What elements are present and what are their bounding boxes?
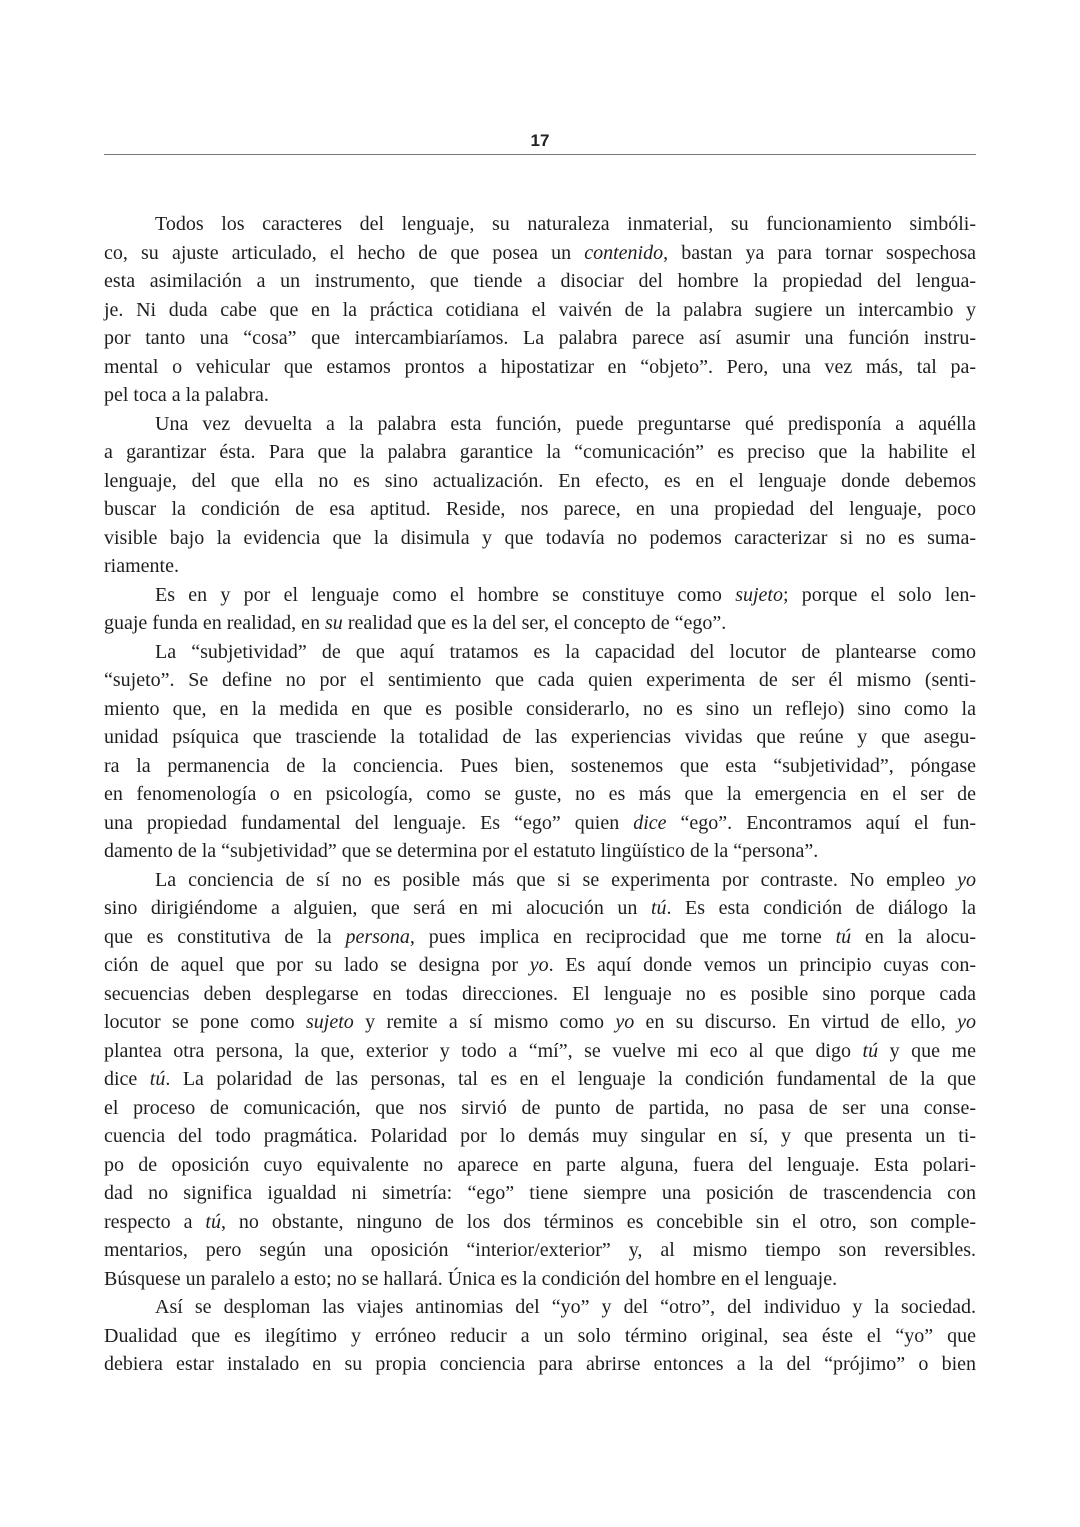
text-run: damento de la “subjetividad” que se determina por el estatuto lingüístico de la “persona”. bbox=[104, 840, 819, 862]
text-line bbox=[104, 866, 976, 895]
text-run: en fenomenología o en psicología, como se guste, no es más que la emergencia en el ser de bbox=[104, 783, 976, 805]
text-run: ; porque el solo len- bbox=[782, 583, 976, 606]
text-run: Así se desploman las viajes antinomias del “yo” y del “otro”, del individuo y la sociedad. bbox=[155, 1296, 976, 1318]
text-run: una propiedad fundamental del lenguaje. Es “ego” quien bbox=[104, 811, 634, 834]
italic-term: tú bbox=[650, 897, 667, 919]
text-run: buscar la condición de esa aptitud. Reside, nos parece, en una propiedad del lenguaje, poco bbox=[104, 498, 976, 520]
text-run: que es constitutiva de la bbox=[104, 925, 346, 948]
text-line bbox=[104, 1122, 976, 1151]
body-text bbox=[104, 210, 976, 1379]
text-run: ción de aquel que por su lado se designa por bbox=[104, 954, 530, 976]
text-line bbox=[104, 780, 976, 809]
text-run: Una vez devuelta a la palabra esta función, puede preguntarse qué predisponía a aquélla bbox=[155, 412, 976, 435]
text-line bbox=[104, 837, 976, 866]
text-line bbox=[104, 1208, 976, 1237]
paragraph bbox=[104, 866, 976, 1294]
paragraph bbox=[104, 210, 976, 410]
text-run: dice bbox=[104, 1068, 150, 1090]
text-line bbox=[104, 609, 976, 638]
text-run: unidad psíquica que trasciende la totalidad de las experiencias vividas que reúne y que asegu- bbox=[104, 726, 976, 748]
text-line bbox=[104, 353, 976, 382]
italic-term: tú bbox=[149, 1068, 166, 1090]
italic-term: tú bbox=[835, 925, 852, 948]
text-run: cuencia del todo pragmática. Polaridad por lo demás muy singular en sí, y que presenta un ti- bbox=[104, 1125, 976, 1147]
text-line bbox=[104, 410, 976, 439]
text-line bbox=[104, 1008, 976, 1037]
text-line bbox=[104, 267, 976, 296]
text-run: . Es aquí donde vemos un principio cuyas con- bbox=[548, 954, 976, 976]
text-run: y que me bbox=[878, 1039, 976, 1062]
text-line bbox=[104, 1037, 976, 1066]
text-line bbox=[104, 581, 976, 610]
text-run: lenguaje, del que ella no es sino actualización. En efecto, es en el lenguaje donde debemos bbox=[104, 469, 976, 492]
text-line bbox=[104, 524, 976, 553]
paragraph bbox=[104, 1293, 976, 1379]
paragraph bbox=[104, 581, 976, 638]
text-line bbox=[104, 695, 976, 724]
header-rule bbox=[104, 154, 976, 155]
italic-term: su bbox=[325, 612, 343, 634]
text-run: Todos los caracteres del lenguaje, su naturaleza inmaterial, su funcionamiento simbóli- bbox=[155, 213, 976, 235]
text-run: “ego”. Encontramos aquí el fun- bbox=[666, 811, 976, 834]
paragraph bbox=[104, 638, 976, 866]
text-run: el proceso de comunicación, que nos sirvió de punto de partida, no pasa de ser una conse- bbox=[104, 1096, 976, 1119]
text-run: . Es esta condición de diálogo la bbox=[666, 897, 976, 919]
text-line bbox=[104, 495, 976, 524]
text-run: visible bajo la evidencia que la disimula y que todavía no podemos caracterizar si no es suma- bbox=[104, 526, 976, 549]
text-run: , pues implica en reciprocidad que me torne bbox=[409, 925, 836, 948]
text-line bbox=[104, 1151, 976, 1180]
text-line bbox=[104, 809, 976, 838]
text-run: Búsquese un paralelo a esto; no se hallará. Única es la condición del hombre en el lenguaje. bbox=[104, 1267, 838, 1290]
text-line bbox=[104, 752, 976, 781]
text-line bbox=[104, 296, 976, 325]
text-line bbox=[104, 381, 976, 410]
text-run: a garantizar ésta. Para que la palabra garantice la “comunicación” es preciso que la habilite el bbox=[104, 441, 976, 463]
text-line bbox=[104, 1094, 976, 1123]
text-run: . La polaridad de las personas, tal es en el lenguaje la condición fundamental de la que bbox=[165, 1068, 976, 1090]
text-line bbox=[104, 467, 976, 496]
text-run: , no obstante, ninguno de los dos términos es concebible sin el otro, son comple- bbox=[220, 1210, 976, 1233]
text-line bbox=[104, 1350, 976, 1379]
paragraph bbox=[104, 410, 976, 581]
text-line bbox=[104, 894, 976, 923]
text-run: locutor se pone como bbox=[104, 1011, 306, 1033]
text-line bbox=[104, 324, 976, 353]
italic-term: yo bbox=[529, 954, 549, 976]
text-run: en la alocu- bbox=[851, 925, 976, 948]
text-line bbox=[104, 1179, 976, 1208]
text-run: mental o vehicular que estamos prontos a hipostatizar en “objeto”. Pero, una vez más, tal pa- bbox=[104, 355, 976, 378]
text-run: La “subjetividad” de que aquí tratamos es la capacidad del locutor de plantearse como bbox=[155, 640, 976, 663]
text-run: por tanto una “cosa” que intercambiaríamos. La palabra parece así asumir una función instru- bbox=[104, 327, 976, 349]
text-line bbox=[104, 239, 976, 268]
text-run: riamente. bbox=[104, 555, 179, 577]
text-run: en su discurso. En virtud de ello, bbox=[634, 1011, 958, 1033]
text-run: respecto a bbox=[104, 1210, 206, 1233]
text-run: guaje funda en realidad, en bbox=[104, 612, 326, 634]
text-line bbox=[104, 210, 976, 239]
text-line bbox=[104, 923, 976, 952]
text-run: realidad que es la del ser, el concepto de “ego”. bbox=[342, 612, 727, 634]
text-line bbox=[104, 1322, 976, 1351]
text-run: mentarios, pero según una oposición “interior/exterior” y, al mismo tiempo son reversibles. bbox=[104, 1239, 976, 1261]
page-number: 17 bbox=[530, 131, 550, 150]
text-line bbox=[104, 1265, 976, 1294]
text-run: je. Ni duda cabe que en la práctica cotidiana el vaivén de la palabra sugiere un intercambio y bbox=[104, 298, 976, 321]
text-line bbox=[104, 980, 976, 1009]
text-run: co, su ajuste articulado, el hecho de que posea un bbox=[104, 241, 585, 264]
text-run: sino dirigiéndome a alguien, que será en mi alocución un bbox=[104, 897, 651, 919]
text-run: secuencias deben desplegarse en todas direcciones. El lenguaje no es posible sino porque cada bbox=[104, 982, 976, 1005]
text-run: pel toca a la palabra. bbox=[104, 384, 269, 406]
text-line bbox=[104, 666, 976, 695]
text-line bbox=[104, 723, 976, 752]
text-run: miento que, en la medida en que es posible considerarlo, no es sino un reflejo) sino como la bbox=[104, 697, 976, 720]
text-run: dad no significa igualdad ni simetría: “ego” tiene siempre una posición de trascendencia con bbox=[104, 1182, 976, 1204]
text-line bbox=[104, 638, 976, 667]
text-run: esta asimilación a un instrumento, que tiende a disociar del hombre la propiedad del lengua- bbox=[104, 270, 976, 292]
text-run: Es en y por el lenguaje como el hombre se constituye como bbox=[155, 583, 736, 606]
text-run: debiera estar instalado en su propia conciencia para abrirse entonces a la del “prójimo” o bien bbox=[104, 1353, 976, 1375]
text-run: , bastan ya para tornar sospechosa bbox=[663, 241, 976, 264]
text-line bbox=[104, 1065, 976, 1094]
text-run: Dualidad que es ilegítimo y erróneo reducir a un solo término original, sea éste el “yo” que bbox=[104, 1324, 976, 1347]
italic-term: yo bbox=[957, 868, 976, 891]
italic-term: yo bbox=[615, 1011, 635, 1033]
italic-term: dice bbox=[633, 811, 667, 834]
text-run: y remite a sí mismo como bbox=[353, 1011, 616, 1033]
text-run: La conciencia de sí no es posible más que si se experimenta por contraste. No empleo bbox=[155, 868, 958, 891]
italic-term: sujeto bbox=[305, 1011, 354, 1033]
text-line bbox=[104, 438, 976, 467]
text-line bbox=[104, 1293, 976, 1322]
text-line bbox=[104, 1236, 976, 1265]
text-run: ra la permanencia de la conciencia. Pues bien, sostenemos que esta “subjetividad”, póngase bbox=[104, 754, 976, 777]
text-run: plantea otra persona, la que, exterior y todo a “mí”, se vuelve mi eco al que digo bbox=[104, 1039, 863, 1062]
text-line bbox=[104, 552, 976, 581]
italic-term: contenido bbox=[584, 241, 664, 264]
italic-term: yo bbox=[957, 1011, 976, 1033]
text-run: po de oposición cuyo equivalente no aparece en parte alguna, fuera del lenguaje. Esta polari- bbox=[104, 1153, 976, 1176]
italic-term: persona bbox=[345, 925, 410, 948]
italic-term: tú bbox=[205, 1210, 221, 1233]
text-line bbox=[104, 951, 976, 980]
text-run: “sujeto”. Se define no por el sentimiento que cada quien experimenta de ser él mismo (senti- bbox=[104, 669, 976, 691]
italic-term: sujeto bbox=[735, 583, 783, 606]
italic-term: tú bbox=[862, 1039, 879, 1062]
